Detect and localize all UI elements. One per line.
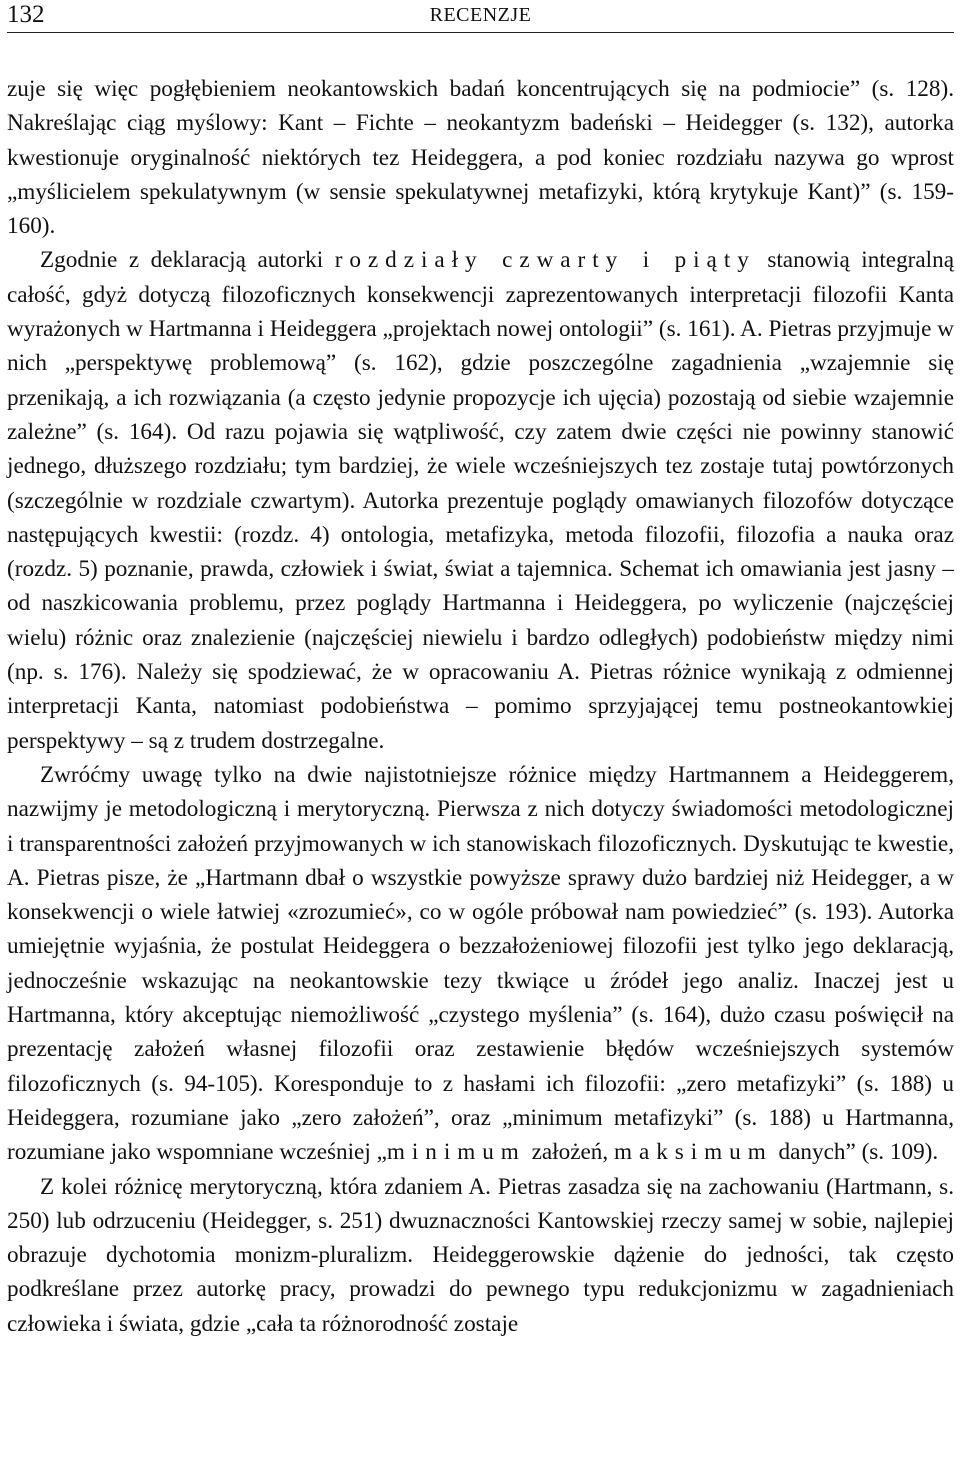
spaced-emphasis: minimum bbox=[386, 1139, 526, 1166]
text-segment: stanowią integralną całość, gdyż dotyczą filozoficznych konsekwencji zaprezentowanych interpretacji filozofii Kanta wyrażonych w Hartmanna i Heideggera „projektach nowej ontologii” (s. 161). A. Pietras przyjmuje w nich „perspektywę problemową” (s. 162), gdzie poszczególne zagadnienia „wzajemnie się przenikają, a ich rozwiązania (a często jedynie propozycje ich ujęcia) pozostają od siebie wzajemnie zależne” (s. 164). Od razu pojawia się wątpliwość, czy zatem dwie części nie powinny stanowić jednego, dłuższego rozdziału; tym bardziej, że wiele wcześniejszych tez zostaje tutaj powtórzonych (szczególnie w rozdziale czwartym). Autorka prezentuje poglądy omawianych filozofów dotyczące następujących kwestii: (rozdz. 4) ontologia, metafizyka, metoda filozofii, filozofia a nauka oraz (rozdz. 5) poznanie, prawda, człowiek i świat, świat a tajemnica. Schemat ich omawiania jest jasny – od naszkicowania problemu, przez poglądy Hartmanna i Heideggera, po wyliczenie (najczęściej wielu) różnic oraz znalezienie (najczęściej niewielu i bardzo odległych) podobieństw między nimi (np. s. 176). Należy się spodziewać, że w opracowaniu A. Pietras różnice wynikają z odmiennej interpretacji Kanta, natomiast podobieństwa – pomimo sprzyjającej temu postneokantowkiej perspektywy – są z trudem dostrzegalne. bbox=[7, 247, 955, 754]
page-number: 132 bbox=[7, 1, 45, 28]
paragraph bbox=[7, 72, 954, 243]
paragraph bbox=[7, 243, 954, 757]
text-segment: założeń, bbox=[525, 1139, 614, 1166]
text-segment: Z kolei różnicę merytoryczną, która zdaniem A. Pietras zasadza się na zachowaniu (Hartmann, s. 250) lub odrzuceniu (Heidegger, s. 251) dwuznaczności Kantowskiej rzeczy samej w sobie, najlepiej obrazuje dychotomia monizm-pluralizm. Heideggerowskie dążenie do jedności, tak często podkreślane przez autorkę pracy, prowadzi do pewnego typu redukcjonizmu w zagadnieniach człowieka i świata, gdzie „cała ta różnorodność zostaje bbox=[7, 1173, 954, 1337]
text-segment: Zgodnie z deklaracją autorki bbox=[40, 247, 335, 274]
paragraph bbox=[7, 1170, 954, 1341]
running-header bbox=[7, 0, 954, 33]
text-segment: zuje się więc pogłębieniem neokantowskich badań koncentrujących się na podmiocie” (s. 128). Nakreślając ciąg myślowy: Kant – Fichte – neokantyzm badeński – Heidegger (s. 132), autorka kwestionuje oryginalność niektórych tez Heideggera, a pod koniec rozdziału nazywa go wprost „myślicielem spekulatywnym (w sensie spekulatywnej metafizyki, którą krytykuje Kant)” (s. 159-160). bbox=[7, 76, 954, 240]
spaced-emphasis: maksimum bbox=[613, 1139, 773, 1166]
body-text bbox=[7, 72, 954, 1341]
section-title: RECENZJE bbox=[429, 4, 532, 26]
spaced-emphasis: rozdziały czwarty i piąty bbox=[334, 247, 756, 274]
text-segment: Zwróćmy uwagę tylko na dwie najistotniejsze różnice między Hartmannem a Heideggerem, nazwijmy je metodologiczną i merytoryczną. Pierwsza z nich dotyczy świadomości metodologicznej i transparentności założeń przyjmowanych w ich stanowiskach filozoficznych. Dyskutując te kwestie, A. Pietras pisze, że „Hartmann dbał o wszystkie powyższe sprawy dużo bardziej niż Heidegger, a w konsekwencji o wiele łatwiej «zrozumieć», co w ogóle próbował nam powiedzieć” (s. 193). Autorka umiejętnie wyjaśnia, że postulat Heideggera o bezzałożeniowej filozofii jest tylko jego deklaracją, jednocześnie wskazując na neokantowskie tezy tkwiące u źródeł jego analiz. Inaczej jest u Hartmanna, który akceptując niemożliwość „czystego myślenia” (s. 164), dużo czasu poświęcił na prezentację założeń własnej filozofii oraz zestawienie błędów wcześniejszych systemów filozoficznych (s. 94-105). Koresponduje to z hasłami ich filozofii: „zero metafizyki” (s. 188) u Heideggera, rozumiane jako „zero założeń”, oraz „minimum metafizyki” (s. 188) u Hartmanna, rozumiane jako wspomniane wcześniej „ bbox=[7, 761, 954, 1166]
text-segment: danych” (s. 109). bbox=[772, 1139, 939, 1166]
paragraph bbox=[7, 758, 954, 1170]
